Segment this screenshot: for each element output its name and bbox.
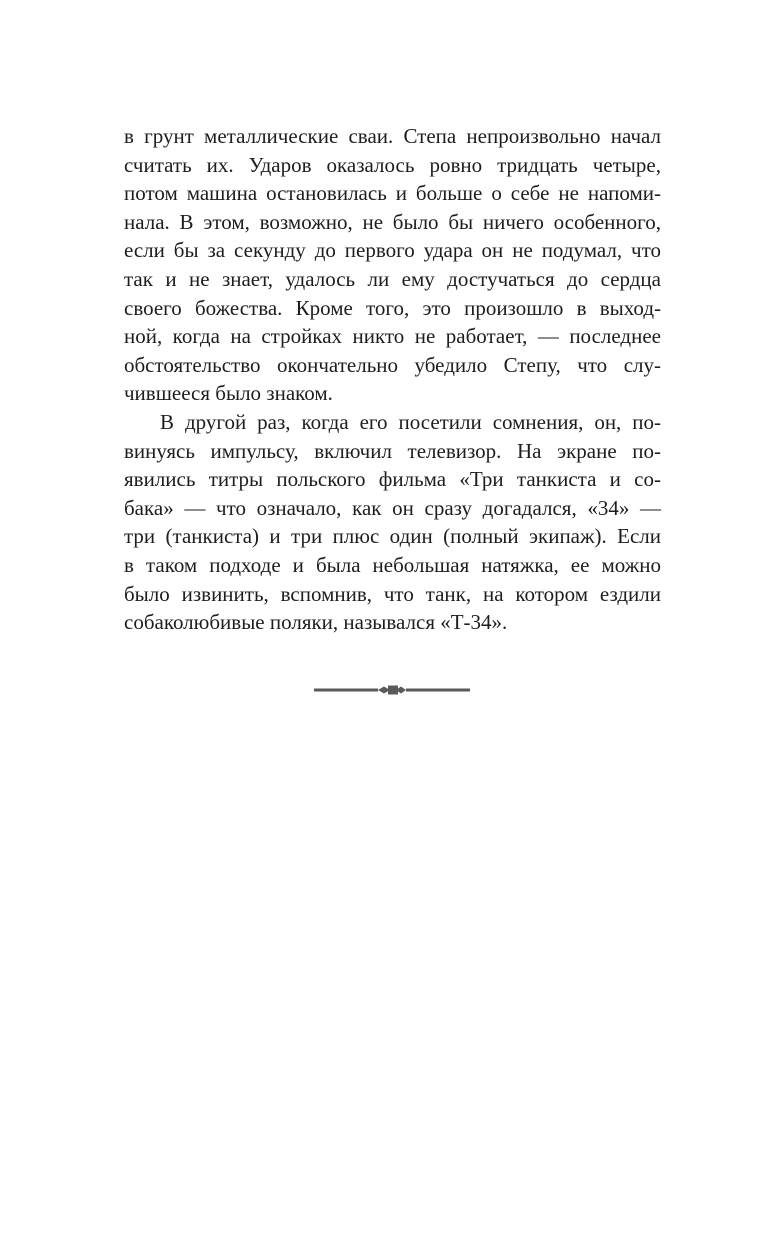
text-line: собаколюбивые поляки, назывался «Т-34». [124, 610, 508, 635]
text-line: было извинить, вспомнив, что танк, на котором ездили [124, 581, 661, 606]
text-line: своего божества. Кроме того, это произошло в выход- [124, 295, 661, 320]
text-line: явились титры польского фильма «Три танкиста и со- [124, 467, 661, 492]
text-line: в таком подходе и была небольшая натяжка, ее можно [124, 552, 661, 577]
text-line: потом машина остановилась и больше о себе не напоми- [124, 181, 661, 206]
paragraph-1 [124, 122, 661, 408]
text-line: обстоятельство окончательно убедило Степу, что слу- [124, 352, 661, 377]
text-line: если бы за секунду до первого удара он не подумал, что [124, 238, 661, 263]
text-line: в грунт металлические сваи. Степа непроизвольно начал [124, 124, 661, 148]
text-line: нала. В этом, возможно, не было бы ничего особенного, [124, 209, 661, 234]
text-line: бака» — что означало, как он сразу догадался, «34» — [124, 495, 661, 520]
text-line: чившееся было знаком. [124, 381, 333, 406]
text-line: винуясь импульсу, включил телевизор. На экране по- [124, 438, 661, 463]
text-line: так и не знает, удалось ли ему достучаться до сердца [124, 266, 661, 291]
body-text [124, 122, 661, 637]
ornamental-divider-icon [314, 682, 470, 698]
text-line: В другой раз, когда его посетили сомнения, он, по- [160, 409, 661, 434]
text-line: три (танкиста) и три плюс один (полный экипаж). Если [124, 524, 661, 549]
text-line: ной, когда на стройках никто не работает, — последнее [124, 324, 661, 349]
text-line: считать их. Ударов оказалось ровно тридцать четыре, [124, 152, 661, 177]
paragraph-2 [124, 408, 661, 637]
